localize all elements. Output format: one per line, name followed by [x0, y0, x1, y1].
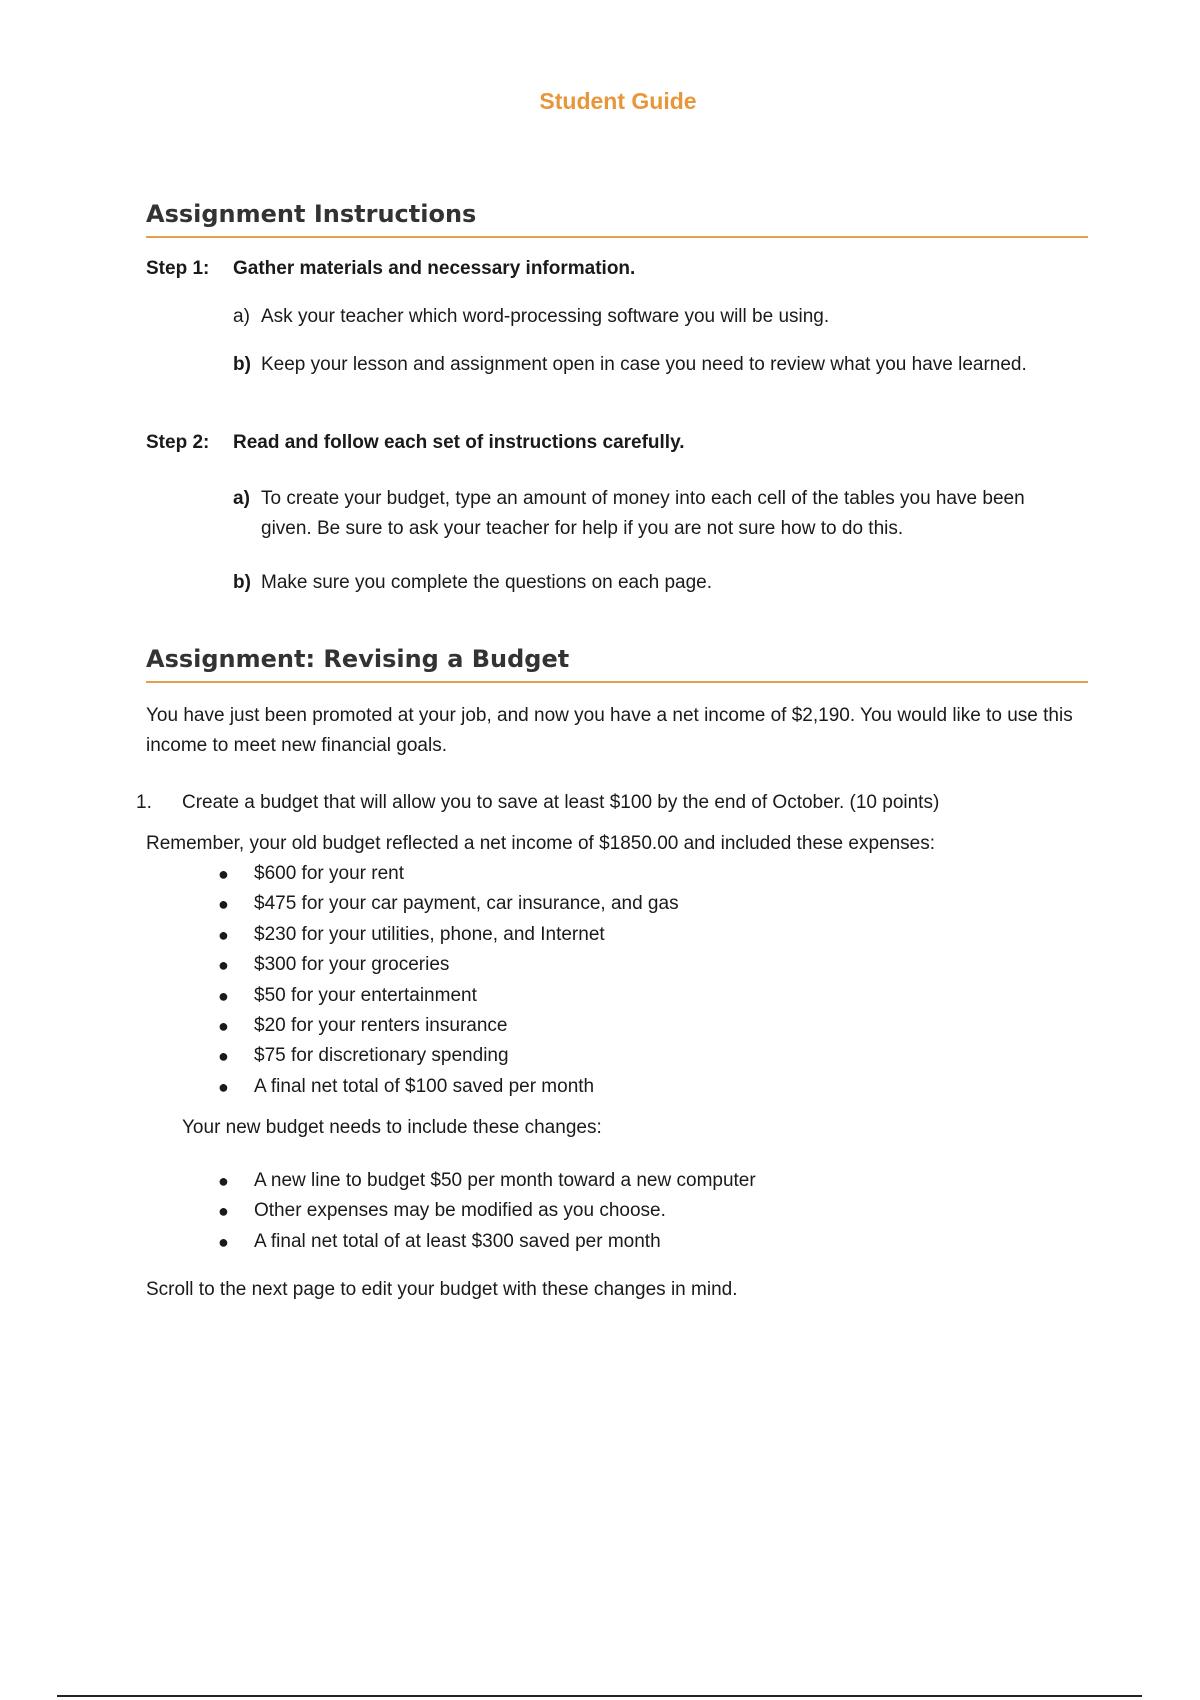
step-1-item-a — [233, 302, 1033, 332]
list-item — [218, 950, 679, 980]
step-2-item-b — [233, 568, 1033, 598]
bullet-icon: ● — [218, 864, 229, 884]
step-1-item-b — [233, 350, 1033, 380]
list-item — [218, 1011, 679, 1041]
old-budget-note: Remember, your old budget reflected a net income of $1850.00 and included these expenses: — [146, 833, 936, 854]
bullet-icon: ● — [218, 894, 229, 915]
list-item — [218, 1166, 756, 1196]
item-text: Keep your lesson and assignment open in case you need to review what you have learned. — [261, 354, 1027, 375]
item-text: To create your budget, type an amount of money into each cell of the tables you have been given. Be sure to ask your teacher for help if you are not sure how to do this. — [261, 488, 1025, 539]
step-1-title: Gather materials and necessary information. — [233, 258, 636, 279]
item-letter: a) — [233, 306, 250, 327]
list-item — [218, 889, 679, 919]
list-item-text: A final net total of at least $300 saved per month — [254, 1230, 661, 1252]
item-letter: a) — [233, 488, 250, 509]
section-heading-assignment: Assignment: Revising a Budget — [146, 645, 1088, 683]
list-item — [218, 859, 679, 889]
list-item-text: $600 for your rent — [254, 863, 404, 884]
old-expenses-list — [218, 859, 679, 1102]
bullet-icon: ● — [218, 1015, 229, 1036]
list-item-text: A final net total of $100 saved per month — [254, 1075, 595, 1097]
bullet-icon: ● — [218, 1201, 229, 1222]
bullet-icon: ● — [218, 924, 229, 945]
question-text: Create a budget that will allow you to save at least $100 by the end of October. (10 points) — [182, 792, 940, 813]
bullet-icon: ● — [218, 1171, 229, 1191]
question-1 — [136, 788, 939, 818]
list-item-text: $50 for your entertainment — [254, 984, 477, 1006]
list-item-text: $20 for your renters insurance — [254, 1014, 508, 1036]
bullet-icon: ● — [218, 1046, 229, 1067]
assignment-intro: You have just been promoted at your job, and now you have a net income of $2,190. You would like to use this income to meet new financial goals. — [146, 705, 1073, 756]
new-changes-list — [218, 1166, 756, 1257]
step-2-title: Read and follow each set of instructions carefully. — [233, 432, 685, 453]
footer-divider — [57, 1695, 1142, 1697]
step-2 — [146, 432, 685, 454]
list-item-text: $230 for your utilities, phone, and Internet — [254, 923, 605, 945]
item-letter: b) — [233, 354, 251, 375]
list-item — [218, 920, 679, 950]
bullet-icon: ● — [218, 1231, 229, 1252]
list-item — [218, 1196, 756, 1226]
bullet-icon: ● — [218, 955, 229, 976]
list-item — [218, 981, 679, 1011]
list-item — [218, 1041, 679, 1071]
bullet-icon: ● — [218, 985, 229, 1006]
list-item-text: $300 for your groceries — [254, 954, 450, 976]
item-text: Make sure you complete the questions on each page. — [261, 572, 713, 593]
list-item-text: $475 for your car payment, car insurance, and gas — [254, 893, 679, 915]
step-1-label: Step 1: — [146, 258, 210, 279]
document-title: Student Guide — [539, 88, 697, 114]
step-1 — [146, 258, 635, 280]
list-item-text: A new line to budget $50 per month toward a new computer — [254, 1170, 756, 1191]
list-item-text: $75 for discretionary spending — [254, 1045, 509, 1067]
item-letter: b) — [233, 572, 251, 593]
list-item — [218, 1227, 756, 1257]
question-number: 1. — [136, 792, 152, 813]
list-item-text: Other expenses may be modified as you choose. — [254, 1200, 666, 1222]
section-heading-instructions: Assignment Instructions — [146, 200, 1088, 238]
item-text: Ask your teacher which word-processing software you will be using. — [261, 306, 830, 327]
step-2-item-a — [233, 484, 1033, 544]
scroll-note: Scroll to the next page to edit your budget with these changes in mind. — [146, 1279, 738, 1300]
step-2-label: Step 2: — [146, 432, 210, 453]
changes-intro: Your new budget needs to include these changes: — [182, 1117, 602, 1138]
list-item — [218, 1072, 679, 1102]
bullet-icon: ● — [218, 1076, 229, 1097]
